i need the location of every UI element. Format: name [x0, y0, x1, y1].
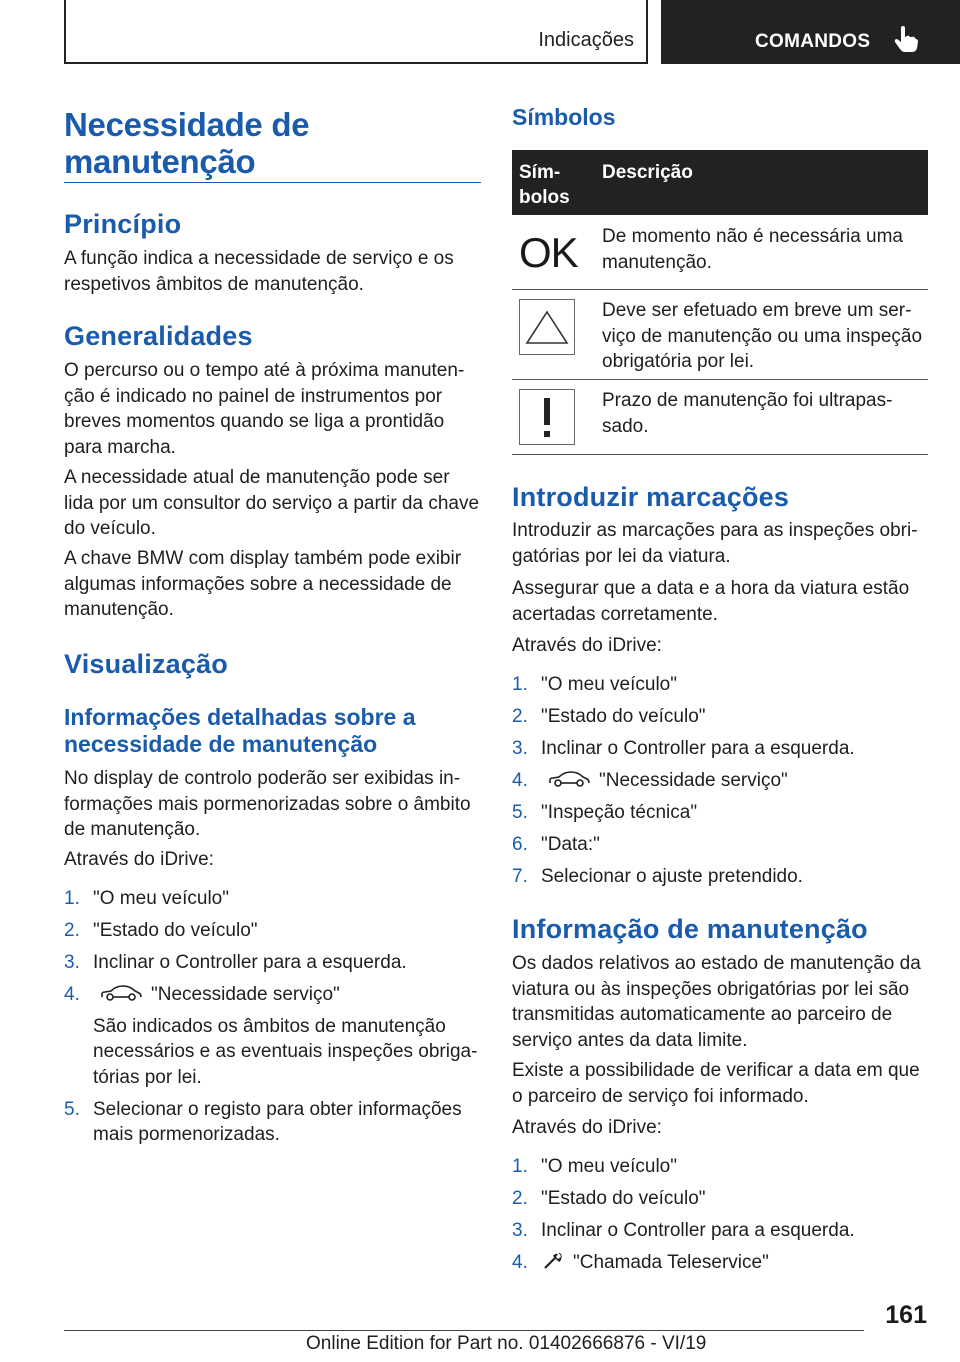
list-item: 5. Selecionar o registo para obter informações mais pormenorizadas.: [64, 1098, 462, 1145]
introduzir-p1: Introduzir as marcações para as inspeções obrigatórias por lei da viatura.: [512, 520, 918, 567]
list-item: 5. "Inspeção técnica": [512, 802, 698, 823]
list-item: 4. "Necessidade serviço" São indicados os âmbitos de manutenção necessários e as eventuais inspeções obrigatórias por lei.: [64, 982, 484, 1090]
list-item: 4. "Necessidade serviço": [512, 770, 788, 791]
list-item: 1. "O meu veículo": [64, 888, 229, 909]
step-note: São indicados os âmbitos de manutenção necessários e as eventuais inspeções obrigatórias por lei.: [93, 1015, 478, 1088]
footer-edition: Online Edition for Part no. 01402666876 - VI/19: [306, 1333, 707, 1354]
heading-introduzir: Introduzir marcações: [512, 482, 790, 512]
list-item: 1. "O meu veículo": [512, 674, 677, 695]
right-steps-list-2: [512, 1154, 932, 1282]
info-p2: Existe a possibilidade de verificar a data em que o parceiro de serviço foi informado.: [512, 1060, 920, 1107]
heading-simbolos: Símbolos: [512, 104, 616, 130]
list-item: 1. "O meu veículo": [512, 1156, 677, 1177]
warning-triangle-icon: [519, 299, 575, 355]
list-item: 2. "Estado do veículo": [64, 920, 258, 941]
idrive-label: Através do iDrive:: [512, 1117, 662, 1138]
title-divider: [64, 182, 481, 183]
car-service-icon: [547, 771, 591, 787]
idrive-label: Através do iDrive:: [64, 849, 214, 870]
generalidades-p1: O percurso ou o tempo até à próxima manutenção é indicado no painel de instrumentos por breves momentos quando se liga a prontidão para marcha.: [64, 360, 465, 458]
hand-pointer-icon: [893, 25, 919, 53]
table-header: [512, 150, 928, 215]
generalidades-p3: A chave BMW com display também pode exibir algumas informações sobre a necessidade de manutenção.: [64, 548, 462, 620]
header-chapter-tab: [661, 0, 960, 64]
exclamation-icon: [519, 389, 575, 445]
table-row: [512, 380, 928, 455]
heading-informacao: Informação de manutenção: [512, 914, 868, 944]
list-item: 2. "Estado do veículo": [512, 1188, 706, 1209]
generalidades-p2: A necessidade atual de manutenção pode ser lida por um consultor do serviço a partir da chave do veículo.: [64, 467, 480, 539]
page-number: 161: [885, 1301, 927, 1329]
introduzir-p2: Assegurar que a data e a hora da viatura estão acertadas corretamente.: [512, 578, 910, 625]
list-item: 3. Inclinar o Controller para a esquerda.: [512, 1220, 855, 1241]
right-steps-list: [512, 672, 932, 896]
header-chapter-label: COMANDOS: [755, 31, 871, 52]
detalhes-text: No display de controlo poderão ser exibidas informações mais pormenorizadas sobre o âmbito de manutenção.: [64, 768, 471, 840]
principio-text: A função indica a necessidade de serviço e os respetivos âmbitos de manutenção.: [64, 248, 454, 295]
car-service-icon: [99, 985, 143, 1001]
footer-divider: [64, 1330, 864, 1331]
table-row: [512, 215, 928, 290]
list-item: 3. Inclinar o Controller para a esquerda.: [512, 738, 855, 759]
column-header-description: Descrição: [602, 162, 693, 183]
info-p1: Os dados relativos ao estado de manutenção da viatura ou às inspeções obrigatórias por lei são transmitidas automaticamente ao parceiro de serviço antes da data limite.: [512, 953, 921, 1051]
list-item: 6. "Data:": [512, 834, 600, 855]
list-item: 2. "Estado do veículo": [512, 706, 706, 727]
ok-symbol: OK: [519, 229, 578, 276]
page-title: Necessidade de manutenção: [64, 106, 310, 180]
list-item: 4. "Chamada Teleservice": [512, 1252, 769, 1273]
row-description: De momento não é necessária uma manutenção.: [602, 226, 903, 273]
heading-detalhes: Informações detalhadas sobre a necessidade de manutenção: [64, 704, 416, 757]
teleservice-tool-icon: [543, 1252, 563, 1270]
table-row: [512, 290, 928, 380]
row-description: Deve ser efetuado em breve um serviço de manutenção ou uma inspeção obrigatória por lei.: [602, 300, 923, 372]
heading-principio: Princípio: [64, 209, 182, 239]
idrive-label: Através do iDrive:: [512, 635, 662, 656]
heading-visualizacao: Visualização: [64, 649, 228, 679]
heading-generalidades: Generalidades: [64, 321, 253, 351]
list-item: 7. Selecionar o ajuste pretendido.: [512, 866, 803, 887]
list-item: 3. Inclinar o Controller para a esquerda.: [64, 952, 407, 973]
symbols-table: [512, 150, 928, 455]
row-description: Prazo de manutenção foi ultrapassado.: [602, 390, 893, 437]
left-steps-list: [64, 886, 484, 1154]
header-section-box: [64, 0, 648, 64]
header-section-label: Indicações: [538, 29, 634, 51]
column-header-symbols: Símbolos: [519, 162, 570, 208]
